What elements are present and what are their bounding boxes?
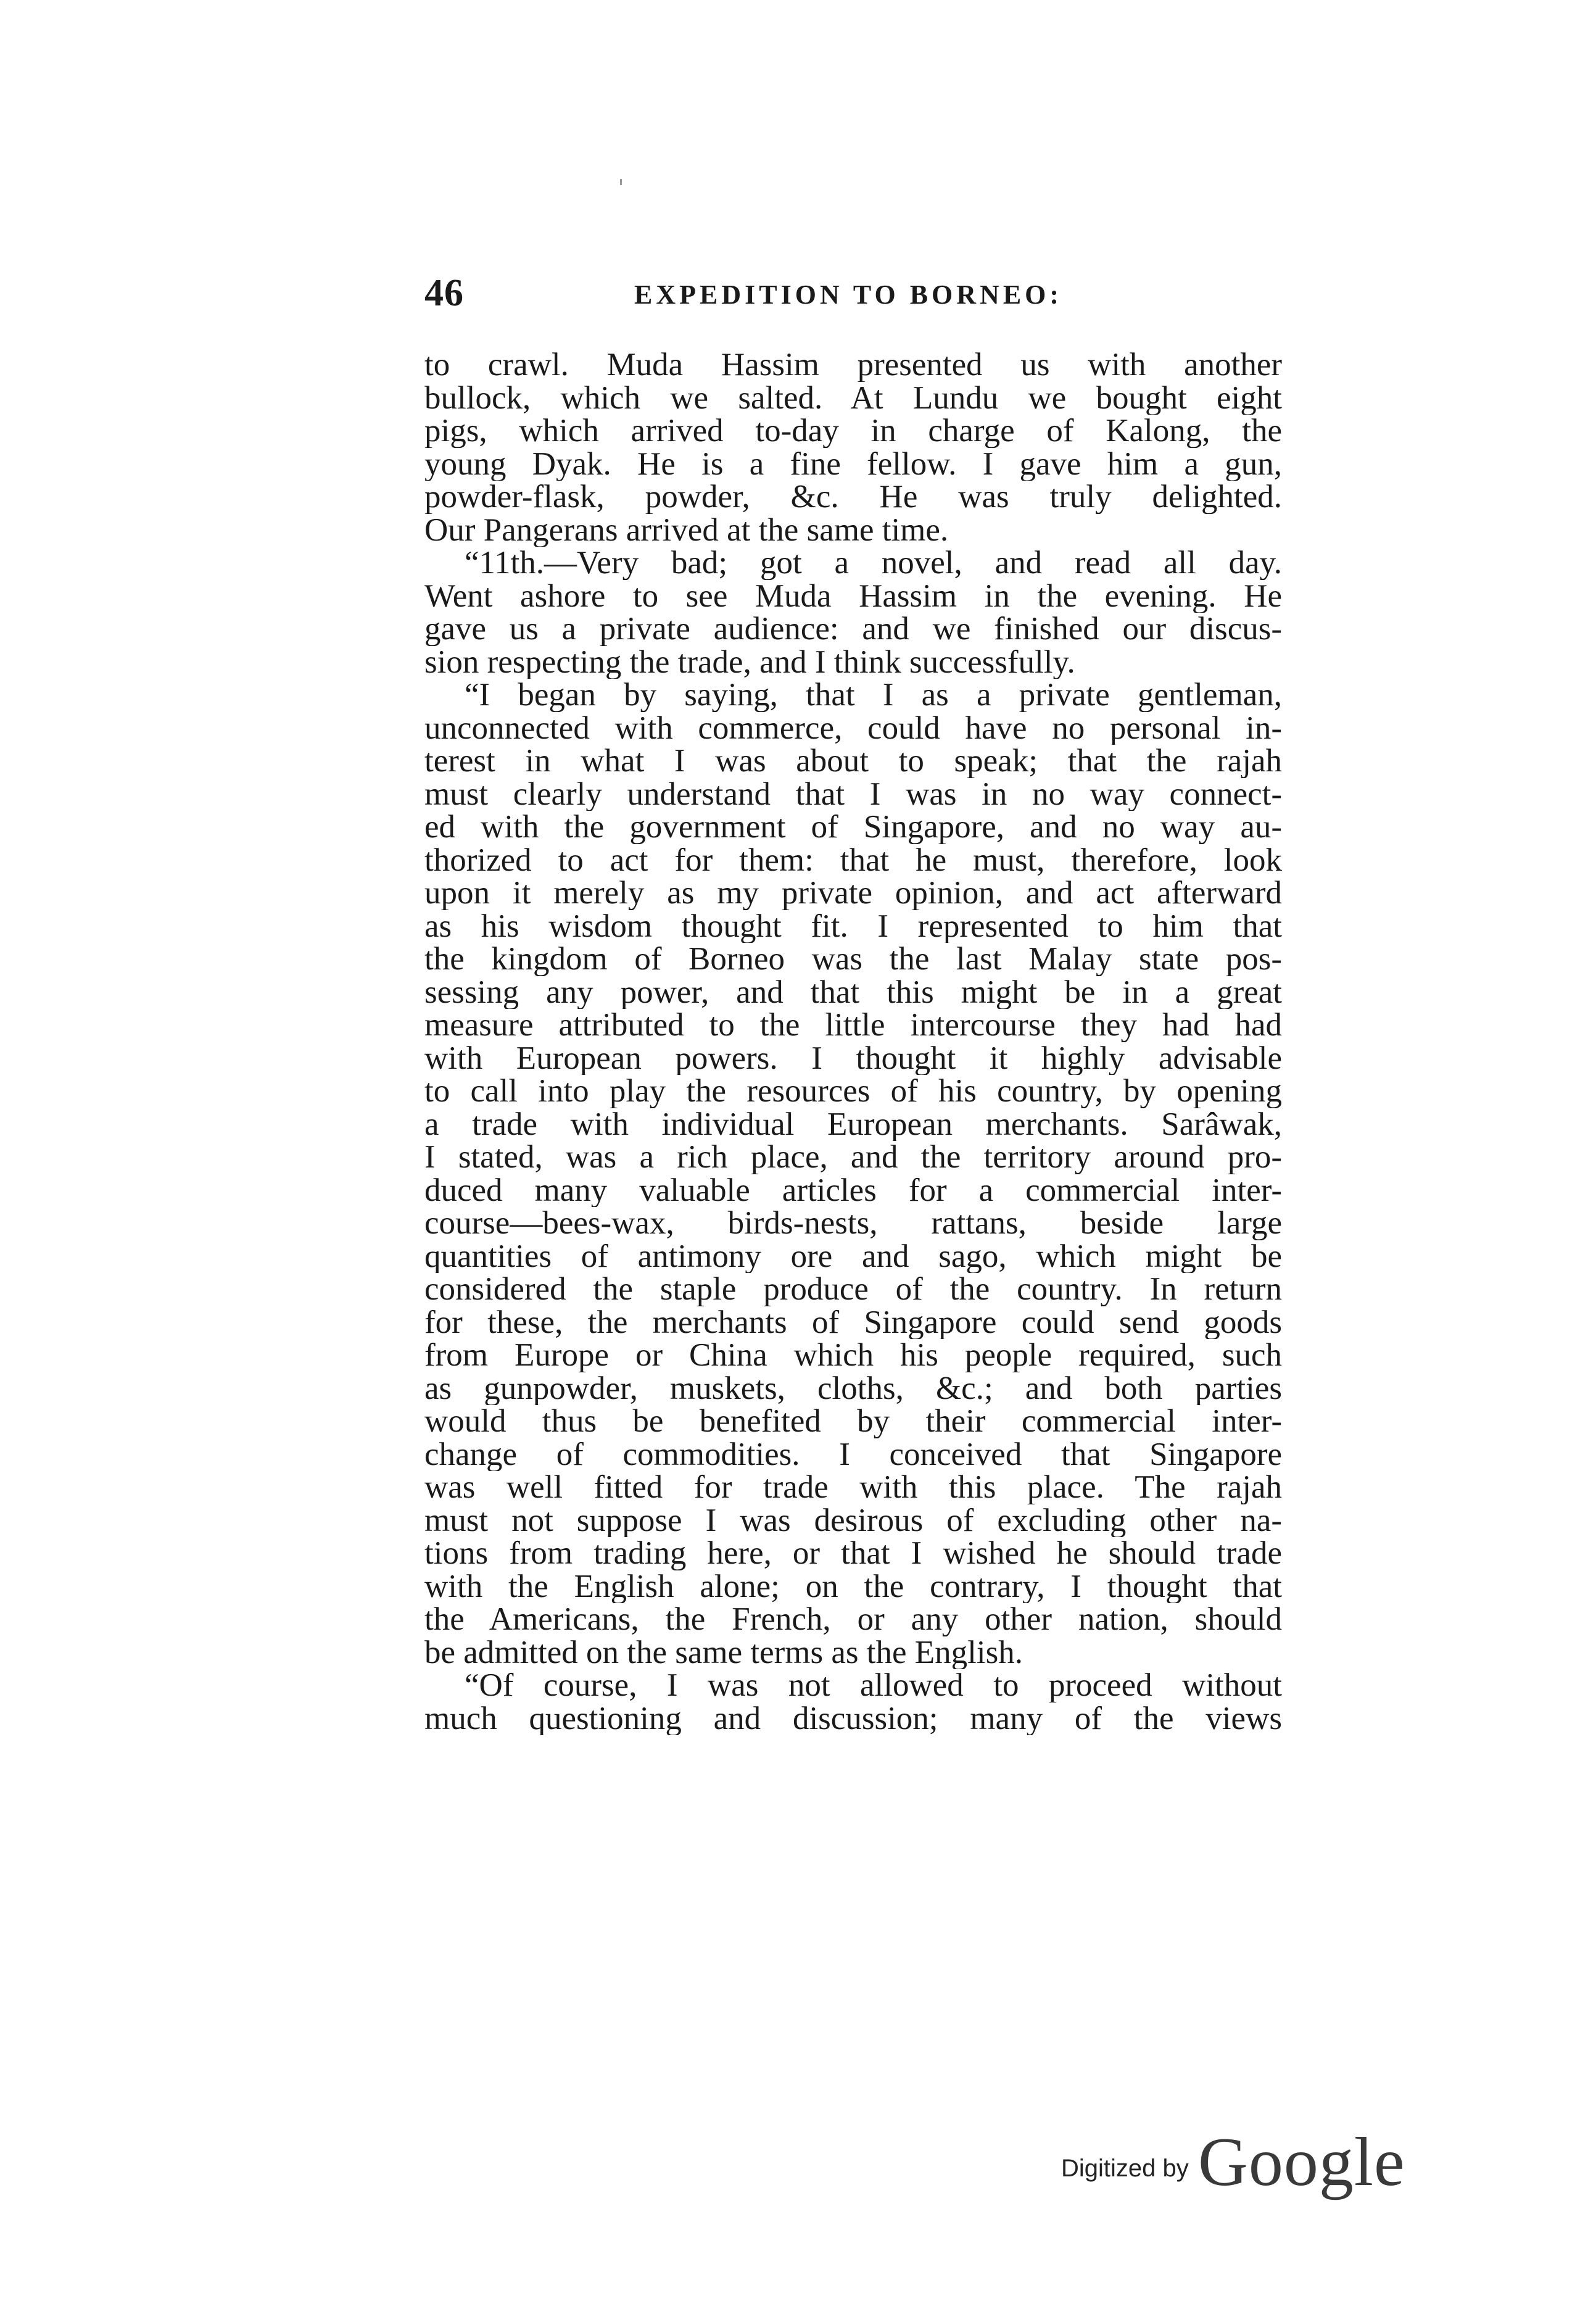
text-line: sessing any power, and that this might be in a great (424, 976, 1282, 1009)
text-line: sion respecting the trade, and I think successfully. (424, 645, 1075, 679)
text-line: powder-flask, powder, &c. He was truly delighted. (424, 481, 1282, 514)
running-title: EXPEDITION TO BORNEO: (634, 280, 1063, 310)
text-line: gave us a private audience: and we finished our discus- (424, 613, 1282, 646)
text-line: Went ashore to see Muda Hassim in the evening. He (424, 579, 1282, 613)
text-line: with European powers. I thought it highly advisable (424, 1042, 1282, 1075)
text-line: a trade with individual European merchants. Sarâwak, (424, 1108, 1282, 1141)
text-line: pigs, which arrived to-day in charge of Kalong, the (424, 415, 1282, 448)
digitized-stamp (1061, 2123, 1407, 2200)
text-line: as his wisdom thought fit. I represented to him that (424, 910, 1282, 943)
text-line: measure attributed to the little intercourse they had had (424, 1009, 1282, 1042)
text-line: upon it merely as my private opinion, and act afterward (424, 877, 1282, 910)
text-line: considered the staple produce of the country. In return (424, 1273, 1282, 1306)
text-line: “Of course, I was not allowed to proceed without (465, 1669, 1282, 1702)
text-line: as gunpowder, muskets, cloths, &c.; and both parties (424, 1372, 1282, 1405)
text-line: duced many valuable articles for a commercial inter- (424, 1174, 1282, 1207)
text-line: from Europe or China which his people required, such (424, 1339, 1282, 1372)
text-line: the kingdom of Borneo was the last Malay state pos- (424, 943, 1282, 976)
text-line: to call into play the resources of his country, by opening (424, 1075, 1282, 1108)
text-line: unconnected with commerce, could have no personal in- (424, 711, 1282, 745)
text-line: terest in what I was about to speak; that the rajah (424, 745, 1282, 778)
stamp-prefix: Digitized by (1061, 2155, 1189, 2182)
text-line: would thus be benefited by their commercial inter- (424, 1405, 1282, 1438)
text-line: the Americans, the French, or any other nation, should (424, 1603, 1282, 1636)
body-text (424, 349, 1282, 1735)
text-line: be admitted on the same terms as the English. (424, 1636, 1023, 1669)
page-header (424, 272, 1288, 321)
text-line: young Dyak. He is a fine fellow. I gave him a gun, (424, 447, 1282, 481)
text-line: ed with the government of Singapore, and no way au- (424, 811, 1282, 844)
text-line: to crawl. Muda Hassim presented us with another (424, 349, 1282, 382)
text-line: with the English alone; on the contrary, I thought that (424, 1570, 1282, 1603)
page-speck (620, 179, 622, 185)
text-line: Our Pangerans arrived at the same time. (424, 513, 949, 547)
text-line: course—bees-wax, birds-nests, rattans, beside large (424, 1207, 1282, 1240)
text-line: quantities of antimony ore and sago, which might be (424, 1240, 1282, 1273)
text-line: was well fitted for trade with this place. The rajah (424, 1471, 1282, 1504)
text-line: bullock, which we salted. At Lundu we bought eight (424, 381, 1282, 415)
text-line: “I began by saying, that I as a private gentleman, (465, 679, 1282, 712)
text-line: thorized to act for them: that he must, therefore, look (424, 844, 1282, 877)
text-line: change of commodities. I conceived that Singapore (424, 1438, 1282, 1471)
text-line: I stated, was a rich place, and the territory around pro- (424, 1141, 1282, 1174)
text-line: much questioning and discussion; many of the views (424, 1702, 1282, 1735)
google-logo: Google (1198, 2124, 1405, 2200)
text-line: must not suppose I was desirous of excluding other na- (424, 1504, 1282, 1537)
text-line: must clearly understand that I was in no way connect- (424, 777, 1282, 811)
text-line: for these, the merchants of Singapore could send goods (424, 1306, 1282, 1339)
text-line: tions from trading here, or that I wished he should trade (424, 1537, 1282, 1570)
text-line: “11th.—Very bad; got a novel, and read all day. (465, 547, 1282, 580)
page-number: 46 (424, 272, 464, 314)
